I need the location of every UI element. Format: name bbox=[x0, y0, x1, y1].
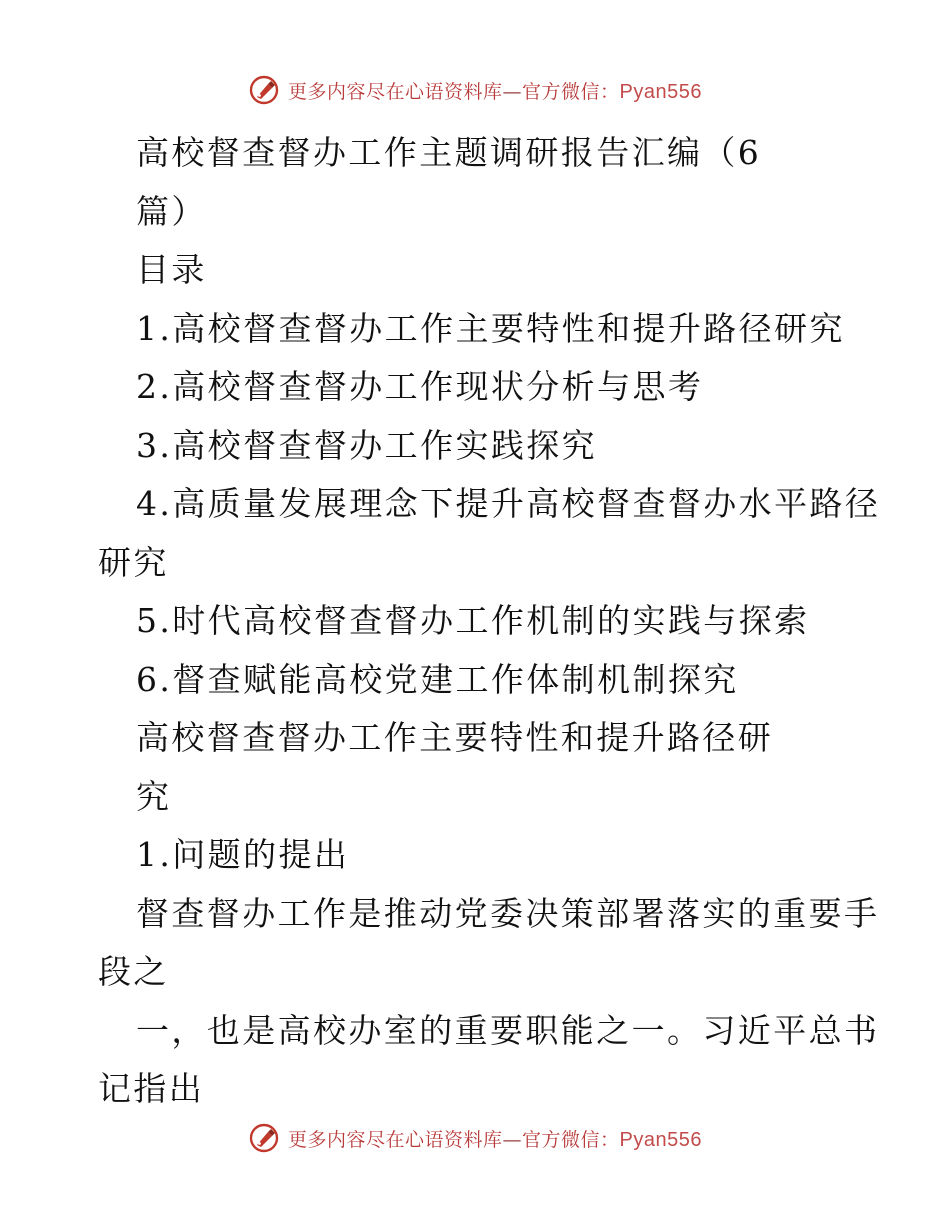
pen-nib-logo-icon bbox=[248, 74, 280, 106]
watermark-site-name: 更多内容尽在心语资料库 bbox=[288, 1128, 503, 1151]
document-body bbox=[98, 124, 881, 1119]
header-watermark-banner bbox=[0, 70, 950, 110]
footer-watermark-banner bbox=[0, 1118, 950, 1158]
paragraph-line-1: 督查督办工作是推动党委决策部署落实的重要手 bbox=[136, 893, 880, 933]
watermark-contact-label: 官方微信： bbox=[522, 1128, 620, 1151]
watermark-separator: — bbox=[502, 1128, 523, 1151]
toc-item-3: 3.高校督查督办工作实践探究 bbox=[136, 425, 598, 465]
watermark-text bbox=[288, 77, 702, 104]
toc-item-2: 2.高校督查督办工作现状分析与思考 bbox=[136, 367, 704, 406]
document-title-line-2: 篇） bbox=[136, 191, 207, 231]
watermark-text bbox=[288, 1125, 702, 1152]
toc-item-5: 5.时代高校督查督办工作机制的实践与探索 bbox=[136, 601, 810, 640]
section-title-line-2: 究 bbox=[136, 776, 172, 816]
toc-heading: 目录 bbox=[136, 250, 207, 289]
watermark-site-name: 更多内容尽在心语资料库 bbox=[288, 80, 503, 103]
paragraph-line-4: 记指出 bbox=[98, 1069, 205, 1108]
section-title-line-1: 高校督查督办工作主要特性和提升路径研 bbox=[136, 718, 774, 757]
watermark-contact-label: 官方微信： bbox=[522, 80, 620, 103]
pen-nib-logo-icon bbox=[248, 1122, 280, 1154]
paragraph-line-2: 段之 bbox=[98, 952, 169, 991]
paragraph-line-3: 一，也是高校办室的重要职能之一。习近平总书 bbox=[136, 1010, 880, 1050]
toc-item-1: 1.高校督查督办工作主要特性和提升路径研究 bbox=[136, 308, 845, 348]
toc-item-6: 6.督查赋能高校党建工作体制机制探究 bbox=[136, 659, 739, 699]
watermark-contact-id: Pyan556 bbox=[619, 80, 702, 103]
document-title-line-1: 高校督查督办工作主题调研报告汇编（6 bbox=[136, 133, 762, 172]
toc-item-4-continued: 研究 bbox=[98, 542, 169, 582]
watermark-separator: — bbox=[502, 80, 523, 103]
watermark-contact-id: Pyan556 bbox=[619, 1128, 702, 1151]
toc-item-4: 4.高质量发展理念下提升高校督查督办水平路径 bbox=[136, 484, 881, 523]
subsection-heading: 1.问题的提出 bbox=[136, 835, 350, 874]
